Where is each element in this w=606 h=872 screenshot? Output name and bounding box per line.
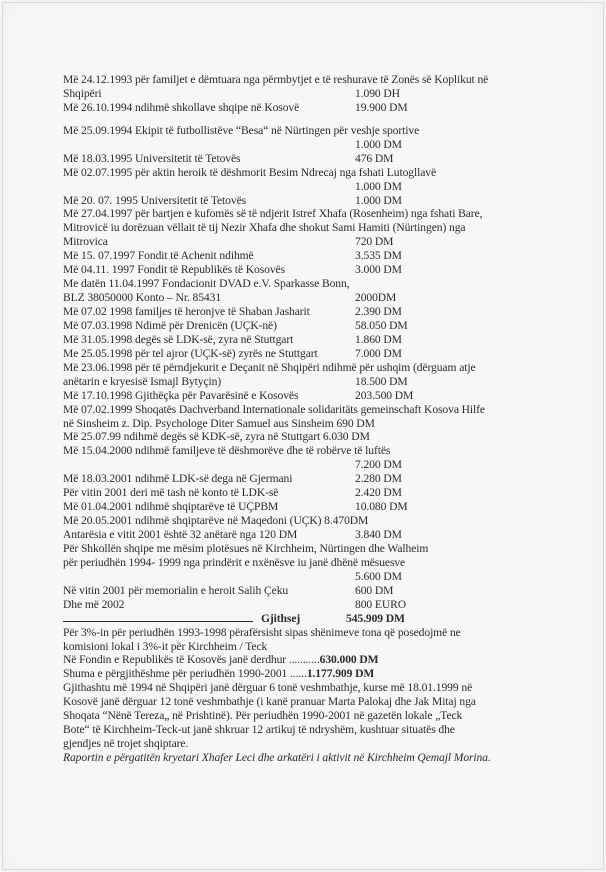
line-text: Për vitin 2001 deri më tash në konto të LDK-së xyxy=(63,486,279,500)
amount: 1.000 DM xyxy=(355,193,402,207)
line-text: Bote“ të Kirchheim-Teck-ut janë shkruar 12 artikuj të ndryshëm, kushtuar situatës dhe xyxy=(63,723,455,737)
document-line xyxy=(63,333,553,347)
document-line xyxy=(63,152,553,166)
total-underline xyxy=(63,612,253,622)
document-line xyxy=(63,723,553,737)
document-line xyxy=(63,653,553,667)
document-line xyxy=(63,347,553,361)
document-line xyxy=(63,667,553,681)
line-text: për periudhën 1994- 1999 nga prindërit e nxënësve iu janë dhënë mësuesve xyxy=(63,555,406,569)
document-line xyxy=(63,444,553,458)
document-line xyxy=(63,695,553,709)
line-text: Më 20. 07. 1995 Universitetit të Tetovës xyxy=(63,193,247,207)
document-line xyxy=(63,486,553,500)
total-amount: 545.909 DM xyxy=(346,611,405,625)
line-text: anëtarin e kryesisë Ismajl Bytyçin) xyxy=(63,374,222,388)
total-label: Gjithsej xyxy=(261,611,301,625)
line-text: Dhe më 2002 xyxy=(63,597,125,611)
bold-amount: 1.177.909 DM xyxy=(306,667,375,681)
document-line xyxy=(63,514,553,528)
amount: 720 DM xyxy=(355,235,394,249)
line-text: Për 3%-in për periudhën 1993-1998 përafërsisht sipas shënimeve tona që posedojmë ne xyxy=(63,625,461,639)
document-line xyxy=(63,291,553,305)
line-text: Më 07.03.1998 Ndimë për Drenicën (UÇK-në) xyxy=(63,318,277,332)
line-text: Më 02.07.1995 për aktin heroik të dëshmorit Besim Ndrecaj nga fshati Lutogllavë xyxy=(63,165,436,179)
line-text: Më 23.06.1998 për të përndjekurit e Deçanit në Shqipëri ndihmë për ushqim (dërguam atje xyxy=(63,360,476,374)
line-text: Më 18.03.2001 ndihmë LDK-së dega në Gjermani xyxy=(63,472,293,486)
line-text: Më 31.05.1998 degës së LDK-së, zyra në Stuttgart xyxy=(63,332,294,346)
line-text: Shuma e përgjithëshme për periudhën 1990-2001 ...... xyxy=(63,667,307,681)
amount: 600 DM xyxy=(355,583,394,597)
document-line xyxy=(63,235,553,249)
line-text: Mitrovicë iu dorëzuan vëllait të tij Nezir Xhafa dhe shokut Sami Hamiti (Nürtingen) nga xyxy=(63,221,466,235)
document-line xyxy=(63,194,553,208)
amount: 58.050 DM xyxy=(355,318,408,332)
line-text: në Sinsheim z. Dip. Psychologe Diter Samuel aus Sinsheim 690 DM xyxy=(63,416,375,430)
line-text: Më 20.05.2001 ndihmë shqiptarëve në Maqedoni (UÇK) 8.470DM xyxy=(63,514,369,528)
document-line xyxy=(63,207,553,221)
document-line xyxy=(63,709,553,723)
line-text: Më 27.04.1997 për bartjen e kufomës së të ndjerit Istref Xhafa (Rosenheim) nga fshati Bare, xyxy=(63,207,483,221)
amount: 800 EURO xyxy=(355,597,407,611)
document-line xyxy=(63,180,553,194)
document-line xyxy=(63,249,553,263)
document-line xyxy=(63,598,553,612)
document-line xyxy=(63,221,553,235)
document-line xyxy=(63,500,553,514)
line-text: Shqipëri xyxy=(63,86,102,100)
amount: 10.080 DM xyxy=(355,500,408,514)
document-line xyxy=(63,458,553,472)
blank-line xyxy=(63,115,553,124)
document-line xyxy=(63,556,553,570)
document-line xyxy=(63,403,553,417)
document-line xyxy=(63,640,553,654)
bold-amount: 630.000 DM xyxy=(319,653,379,667)
document-line xyxy=(63,124,553,138)
document-line xyxy=(63,375,553,389)
document-page xyxy=(2,2,604,870)
document-line xyxy=(63,101,553,115)
line-text: Raportin e përgatitën kryetari Xhafer Leci dhe arkatëri i aktivit në Kirchheim Qemajl Morina. xyxy=(63,751,491,764)
document-line xyxy=(63,570,553,584)
line-text: Në Fondin e Republikës të Kosovës janë derdhur ........... xyxy=(63,653,320,667)
document-line xyxy=(63,389,553,403)
line-text: komisioni lokal i 3%-it për Kirchheim / Teck xyxy=(63,639,268,653)
document-line xyxy=(63,138,553,152)
document-line xyxy=(63,166,553,180)
line-text: Më 18.03.1995 Universitetit të Tetovës xyxy=(63,151,241,165)
line-text: Më 15.04.2000 ndihmë familjeve të dëshmorëve dhe të robërve të luftës xyxy=(63,444,391,458)
amount: 2.420 DM xyxy=(355,486,402,500)
document-line xyxy=(63,542,553,556)
line-text: Më 07.02.1999 Shoqatës Dachverband Internationale solidaritäts gemeinschaft Kosova Hilfe xyxy=(63,402,485,416)
amount: 3.535 DM xyxy=(355,249,402,263)
line-text: Më 25.09.1994 Ekipit të futbollistëve “Besa“ në Nürtingen për veshje sportive xyxy=(63,123,420,137)
amount: 1.000 DM xyxy=(355,179,402,193)
line-text: Më 01.04.2001 ndihmë shqiptarëve të UÇPBM xyxy=(63,500,279,514)
document-line xyxy=(63,472,553,486)
line-text: Me 25.05.1998 për tel ajror (UÇK-së) zyrës ne Stuttgart xyxy=(63,346,318,360)
amount: 19.900 DM xyxy=(355,100,408,114)
amount: 1.090 DH xyxy=(355,86,400,100)
document-line xyxy=(63,626,553,640)
document-line xyxy=(63,751,553,765)
amount: 1.000 DM xyxy=(355,137,402,151)
document-line xyxy=(63,305,553,319)
amount: 203.500 DM xyxy=(355,388,414,402)
amount: 5.600 DM xyxy=(355,569,402,583)
document-line xyxy=(63,277,553,291)
document-line xyxy=(63,73,553,87)
line-text: Më 26.10.1994 ndihmë shkollave shqipe në Kosovë xyxy=(63,100,300,114)
line-text: Për Shkollën shqipe me mësim plotësues në Kirchheim, Nürtingen dhe Walheim xyxy=(63,541,429,555)
amount: 476 DM xyxy=(355,151,394,165)
line-text: Më 25.07.99 ndihmë degës së KDK-së, zyra në Stuttgart 6.030 DM xyxy=(63,430,370,444)
amount: 7.000 DM xyxy=(355,346,402,360)
line-text: Më 17.10.1998 Gjithëçka për Pavarësinë e Kosovës xyxy=(63,388,299,402)
line-text: Më 15. 07.1997 Fondit të Achenit ndihmë xyxy=(63,249,254,263)
document-line xyxy=(63,361,553,375)
line-text: Shoqata “Nënë Tereza„ në Prishtinë). Për periudhën 1990-2001 në gazetën lokale „Teck xyxy=(63,709,463,723)
line-text: BLZ 38050000 Konto – Nr. 85431 xyxy=(63,291,222,305)
report-body xyxy=(63,73,553,765)
total-row xyxy=(63,612,553,626)
document-line xyxy=(63,319,553,333)
line-text: Më 07.02 1998 familjes të heronjve të Shaban Jasharit xyxy=(63,305,310,318)
amount: 18.500 DM xyxy=(355,374,408,388)
line-text: Me datën 11.04.1997 Fondacionit DVAD e.V. Sparkasse Bonn, xyxy=(63,277,350,291)
amount: 2.280 DM xyxy=(355,472,402,486)
document-line xyxy=(63,681,553,695)
document-line xyxy=(63,737,553,751)
line-text: Gjithashtu më 1994 në Shqipëri janë dërguar 6 tonë veshmbathje, kurse më 18.01.1999 në xyxy=(63,681,473,695)
amount: 2000DM xyxy=(355,291,397,305)
line-text: Më 04.11. 1997 Fondit të Republikës të Kosovës xyxy=(63,263,285,277)
line-text: Mitrovica xyxy=(63,235,108,249)
document-line xyxy=(63,430,553,444)
document-line xyxy=(63,417,553,431)
line-text: gjendjes në trojet shqiptare. xyxy=(63,737,189,751)
amount: 2.390 DM xyxy=(355,305,402,318)
line-text: Kosovë janë dërguar 12 tonë veshmbathje (i kanë pranuar Marta Palokaj dhe Jak Mitaj nga xyxy=(63,695,476,709)
line-text: Antarësia e vitit 2001 është 32 anëtarë nga 120 DM xyxy=(63,528,298,541)
amount: 1.860 DM xyxy=(355,332,402,346)
line-text: Në vitin 2001 për memorialin e heroit Salih Çeku xyxy=(63,583,289,597)
document-line xyxy=(63,87,553,101)
line-text: Më 24.12.1993 për familjet e dëmtuara nga përmbytjet e të reshurave të Zonës së Koplikut në xyxy=(63,73,489,86)
amount: 7.200 DM xyxy=(355,458,402,472)
amount: 3.840 DM xyxy=(355,528,402,541)
document-line xyxy=(63,584,553,598)
amount: 3.000 DM xyxy=(355,263,402,277)
document-line xyxy=(63,263,553,277)
document-line xyxy=(63,528,553,542)
